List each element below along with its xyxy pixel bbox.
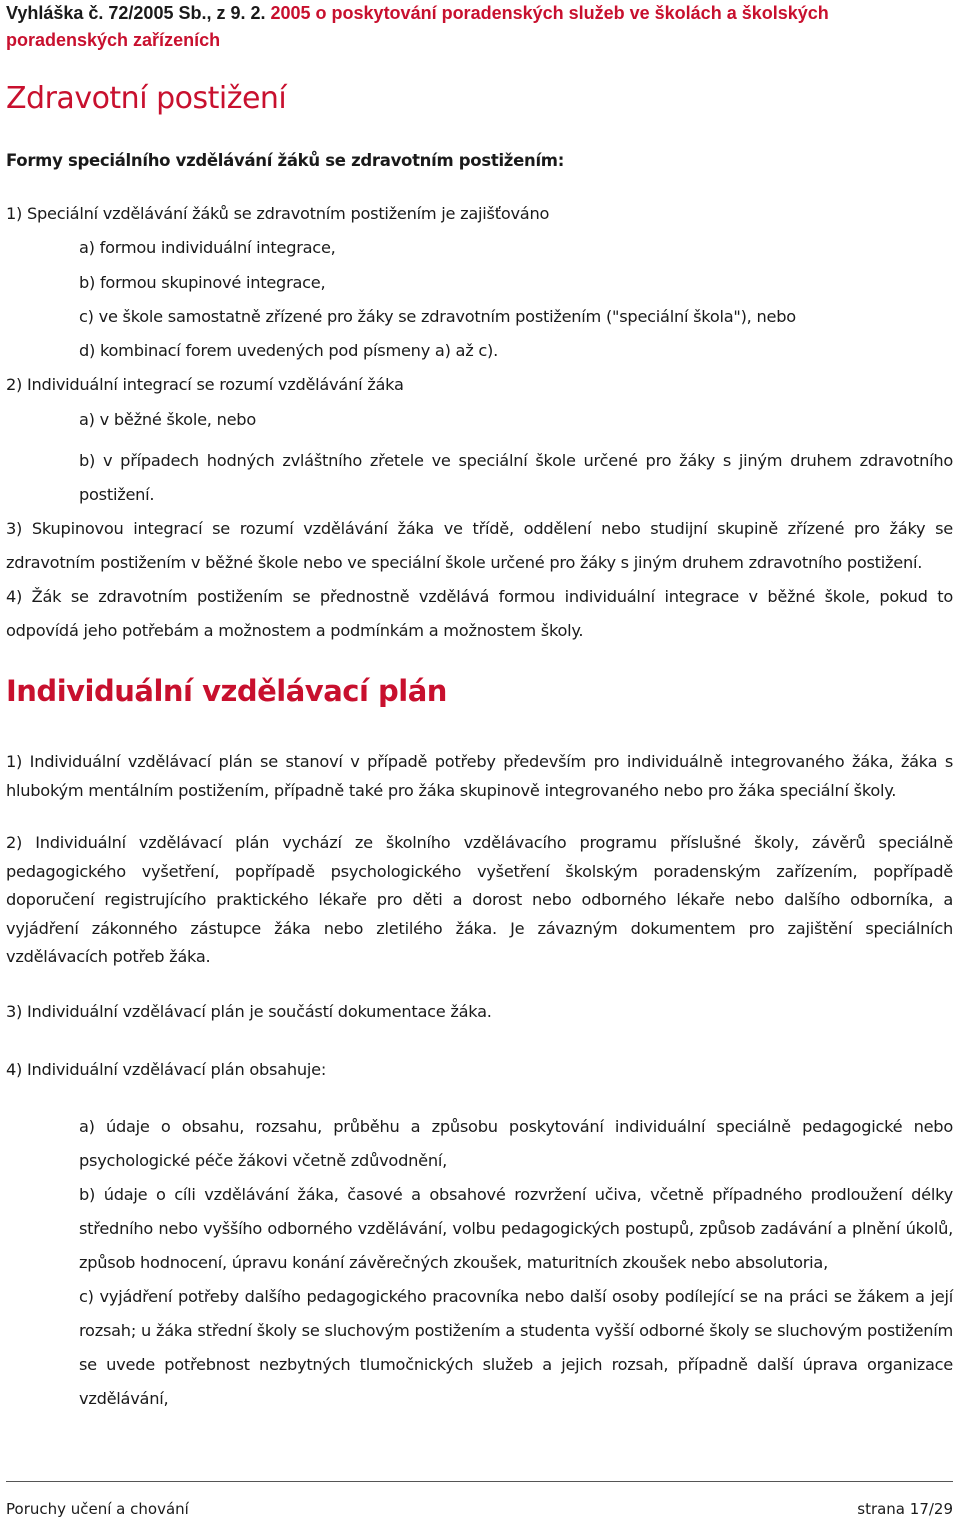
plan-paragraph-4: 4) Individuální vzdělávací plán obsahuje:	[6, 1060, 327, 1079]
list-item: b) v případech hodných zvláštního zřetele ve speciální škole určené pro žáky s jiným druhem zdravotního postižení.	[79, 451, 953, 504]
footer-document-title: Poruchy učení a chování	[6, 1500, 189, 1518]
section-subheading: Formy speciálního vzdělávání žáků se zdravotním postižením:	[6, 151, 564, 170]
section-heading-health: Zdravotní postižení	[6, 81, 287, 116]
footer-divider	[6, 1481, 953, 1482]
list-item: b) formou skupinové integrace,	[79, 273, 326, 292]
paragraph-3: 3) Skupinovou integrací se rozumí vzdělávání žáka ve třídě, oddělení nebo studijní skupině zřízené pro žáky se zdravotním postižením v běžné škole nebo ve speciální škole určené pro žáky s jiným druhem zdravotního postižení.	[6, 519, 953, 572]
document-page	[6, 0, 953, 1518]
paragraph-4: 4) Žák se zdravotním postižením se přednostně vzdělává formou individuální integrace v běžné škole, pokud to odpovídá jeho potřebám a možnostem a podmínkám a možnostem školy.	[6, 587, 953, 640]
plan-paragraph-2: 2) Individuální vzdělávací plán vychází ze školního vzdělávacího programu příslušné školy, závěrů speciálně pedagogického vyšetření, popřípadě psychologického vyšetření školským poradenským zařízením, popřípadě doporučení registrujícího praktického lékaře pro děti a dorost nebo odborného lékaře nebo dalšího odborníka, a vyjádření zákonného zástupce žáka nebo zletilého žáka. Je závazným dokumentem pro zajištění speciálních vzdělávacích potřeb žáka.	[6, 833, 953, 966]
paragraph-2: 2) Individuální integrací se rozumí vzdělávání žáka	[6, 375, 404, 394]
list-item: c) ve škole samostatně zřízené pro žáky se zdravotním postižením ("speciální škola"), nebo	[79, 307, 796, 326]
list-item: b) údaje o cíli vzdělávání žáka, časové a obsahové rozvržení učiva, včetně případného prodloužení délky středního nebo vyššího odborného vzdělávání, volbu pedagogických postupů, způsob zadávání a plnění úkolů, způsob hodnocení, úpravu konání závěrečných zkoušek, maturitních zkoušek nebo absolutoria,	[79, 1185, 953, 1272]
header-law-title: 2005 o poskytování poradenských služeb ve školách a školských	[265, 3, 829, 23]
footer-page-number: strana 17/29	[857, 1500, 953, 1518]
plan-paragraph-1: 1) Individuální vzdělávací plán se stanoví v případě potřeby především pro individuálně integrovaného žáka, žáka s hlubokým mentálním postižením, případně také pro žáka skupinově integrovaného nebo pro žáka speciální školy.	[6, 752, 953, 800]
list-item: a) formou individuální integrace,	[79, 238, 336, 257]
list-item: a) v běžné škole, nebo	[79, 410, 256, 429]
header-line-2: poradenských zařízeních	[6, 30, 221, 50]
paragraph-1: 1) Speciální vzdělávání žáků se zdravotním postižením je zajišťováno	[6, 204, 550, 223]
list-item: d) kombinací forem uvedených pod písmeny a) až c).	[79, 341, 498, 360]
list-item: c) vyjádření potřeby dalšího pedagogického pracovníka nebo další osoby podílející se na práci se žákem a její rozsah; u žáka střední školy se sluchovým postižením a studenta vyšší odborné školy se sluchovým postižením se uvede potřebnost nezbytných tlumočnických služeb a jejich rozsah, případně další úprava organizace vzdělávání,	[79, 1287, 953, 1408]
section-heading-plan: Individuální vzdělávací plán	[6, 674, 447, 708]
header-line-1	[6, 0, 953, 27]
list-item: a) údaje o obsahu, rozsahu, průběhu a způsobu poskytování individuální speciálně pedagogické nebo psychologické péče žákovi včetně zdůvodnění,	[79, 1117, 953, 1170]
header-law-ref: Vyhláška č. 72/2005 Sb., z 9. 2.	[6, 3, 266, 23]
plan-paragraph-3: 3) Individuální vzdělávací plán je součástí dokumentace žáka.	[6, 1002, 492, 1021]
document-header	[6, 0, 953, 54]
